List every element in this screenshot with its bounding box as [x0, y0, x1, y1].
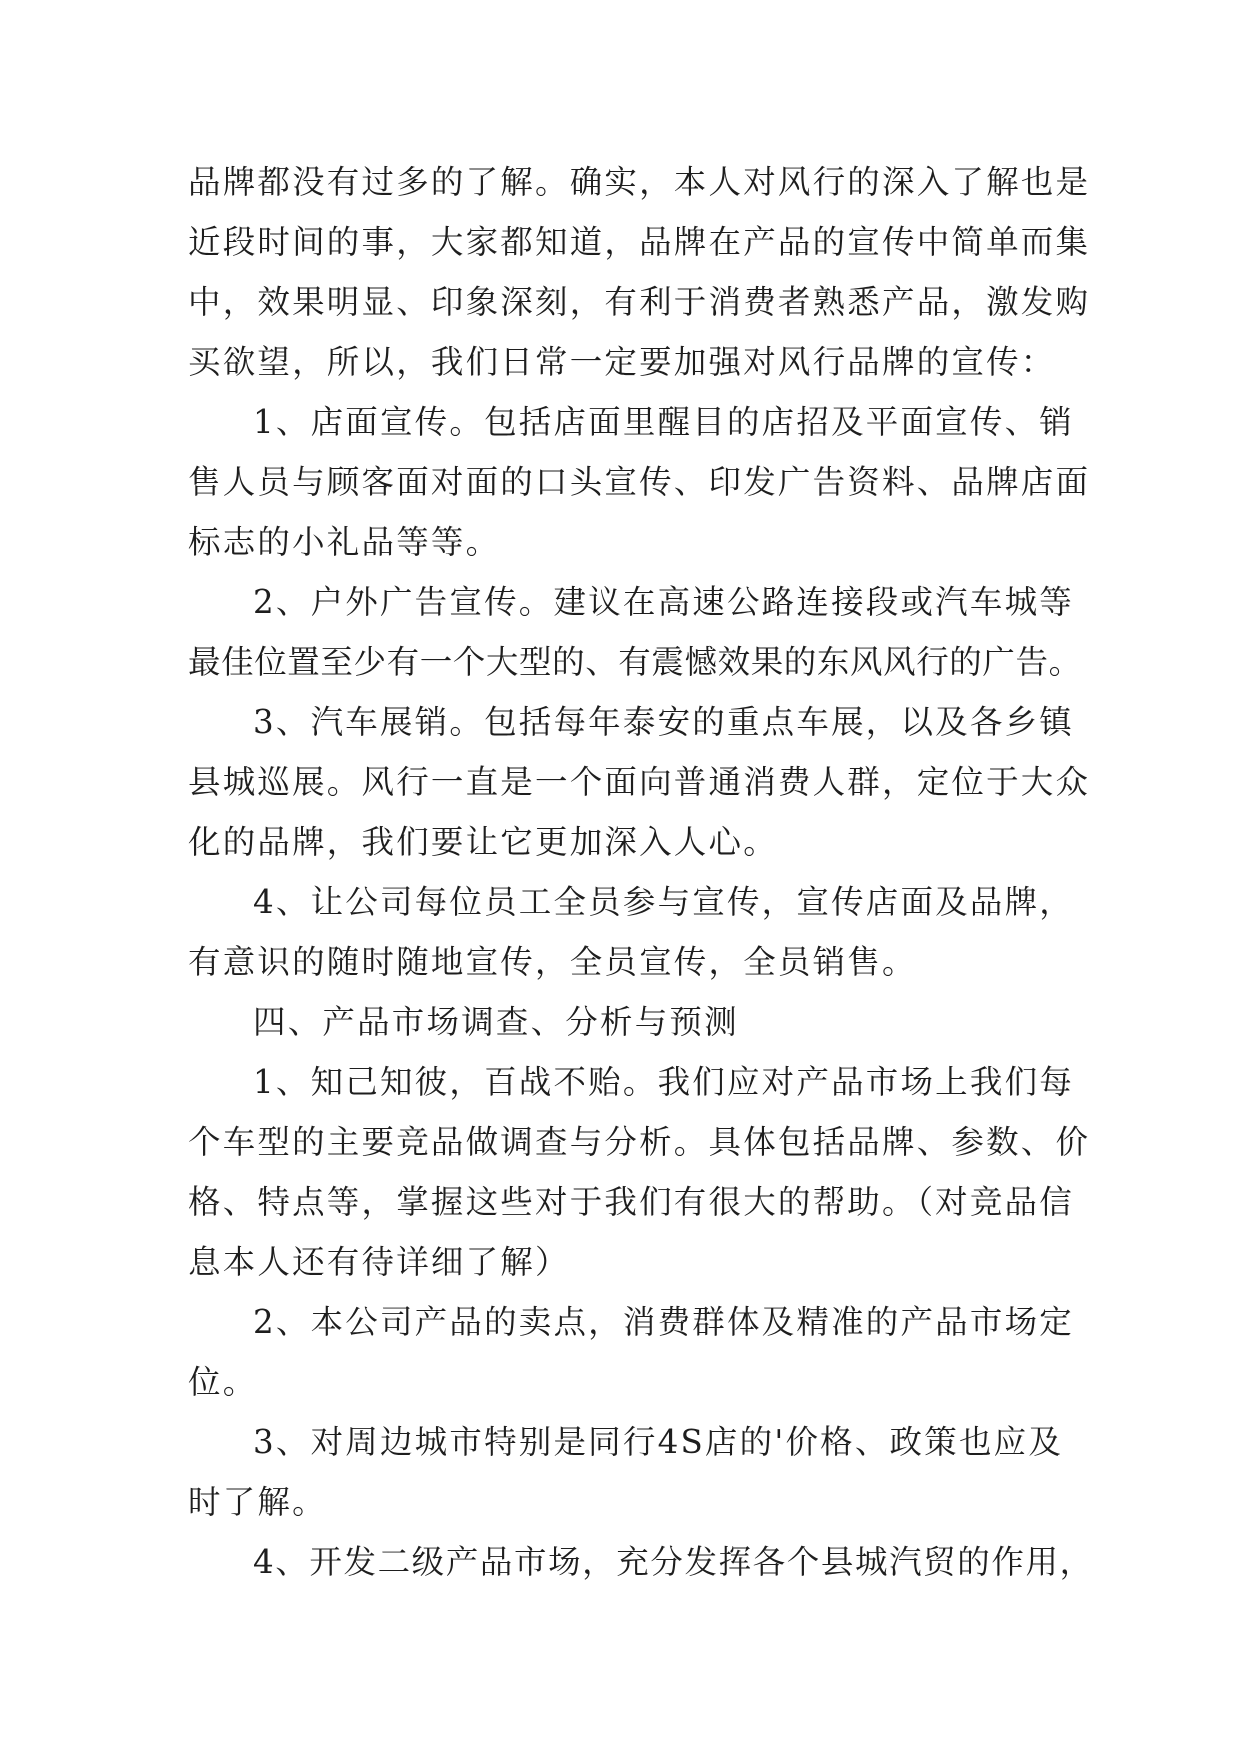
text-line: 中，效果明显、印象深刻，有利于消费者熟悉产品，激发购: [188, 283, 1091, 321]
text-line: 时了解。: [188, 1483, 327, 1521]
paragraph-first-line: 3、对周边城市特别是同行4S店的'价格、政策也应及: [253, 1423, 1064, 1461]
paragraph-first-line: 1、店面宣传。包括店面里醒目的店招及平面宣传、销: [253, 403, 1074, 441]
text-line: 格、特点等，掌握这些对于我们有很大的帮助。（对竞品信: [188, 1183, 1074, 1221]
paragraph-first-line: 1、知己知彼，百战不贻。我们应对产品市场上我们每: [253, 1063, 1074, 1101]
text-line: 息本人还有待详细了解）: [188, 1243, 570, 1281]
text-line: 有意识的随时随地宣传，全员宣传，全员销售。: [188, 943, 917, 981]
text-line: 售人员与顾客面对面的口头宣传、印发广告资料、品牌店面: [188, 463, 1091, 501]
text-line: 标志的小礼品等等。: [188, 523, 501, 561]
text-line: 品牌都没有过多的了解。确实，本人对风行的深入了解也是: [188, 163, 1091, 201]
text-line: 买欲望，所以，我们日常一定要加强对风行品牌的宣传：: [188, 343, 1056, 381]
paragraph-first-line: 2、本公司产品的卖点，消费群体及精准的产品市场定: [253, 1303, 1074, 1341]
paragraph-first-line: 4、开发二级产品市场，充分发挥各个县城汽贸的作用，: [253, 1543, 1094, 1581]
text-line: 县城巡展。风行一直是一个面向普通消费人群，定位于大众: [188, 763, 1091, 801]
text-line: 最佳位置至少有一个大型的、有震憾效果的东风风行的广告。: [188, 643, 1082, 681]
section-heading: 四、产品市场调查、分析与预测: [253, 1003, 739, 1041]
text-line: 近段时间的事，大家都知道，品牌在产品的宣传中简单而集: [188, 223, 1091, 261]
text-line: 化的品牌，我们要让它更加深入人心。: [188, 823, 778, 861]
text-line: 位。: [188, 1363, 258, 1401]
paragraph-first-line: 2、户外广告宣传。建议在高速公路连接段或汽车城等: [253, 583, 1074, 621]
text-line: 个车型的主要竞品做调查与分析。具体包括品牌、参数、价: [188, 1123, 1091, 1161]
paragraph-first-line: 4、让公司每位员工全员参与宣传，宣传店面及品牌，: [253, 883, 1074, 921]
paragraph-first-line: 3、汽车展销。包括每年泰安的重点车展，以及各乡镇: [253, 703, 1074, 741]
